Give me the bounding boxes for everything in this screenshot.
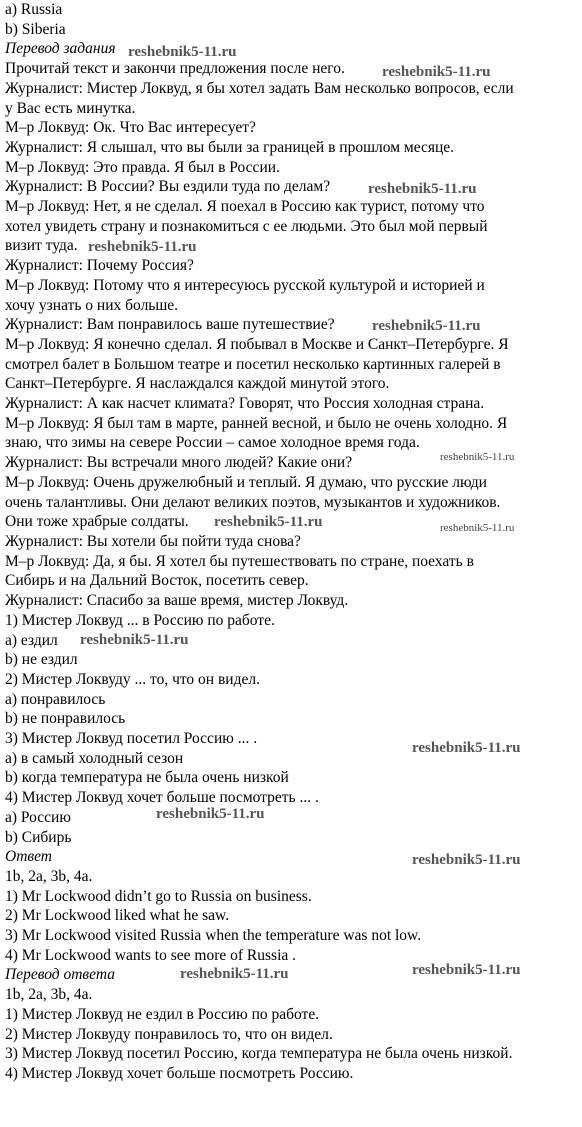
text-line: a) понравилось [5, 690, 106, 708]
text-line: Журналист: Вам понравилось ваше путешествие? [5, 316, 335, 334]
text-line: визит туда. [5, 237, 78, 255]
watermark-text: reshebnik5-11.ru [412, 740, 521, 756]
text-line: 1) Mr Lockwood didn’t go to Russia on business. [5, 887, 312, 905]
section-heading: Перевод ответа [5, 966, 115, 984]
text-line: 3) Мистер Локвуд посетил Россию ... . [5, 730, 258, 748]
text-line: a) ездил [5, 631, 58, 649]
section-heading: Перевод задания [5, 40, 116, 58]
watermark-text: reshebnik5-11.ru [372, 318, 481, 334]
text-line: 4) Мистер Локвуд хочет больше посмотреть Россию. [5, 1064, 354, 1082]
text-line: М–р Локвуд: Потому что я интересуюсь русской культурой и историей и [5, 276, 485, 294]
text-line: у Вас есть минутка. [5, 99, 136, 117]
document-body [5, 0, 579, 1084]
text-line: Журналист: В России? Вы ездили туда по делам? [5, 178, 331, 196]
text-line: a) в самый холодный сезон [5, 749, 184, 767]
text-line: хочу узнать о них больше. [5, 296, 179, 314]
text-line: 1) Мистер Локвуд не ездил в Россию по работе. [5, 1005, 320, 1023]
text-line: Журналист: Почему Россия? [5, 257, 194, 275]
text-line: Журналист: Вы встречали много людей? Какие они? [5, 454, 353, 472]
watermark-text: reshebnik5-11.ru [368, 181, 477, 197]
text-line: очень талантливы. Они делают великих поэтов, музыкантов и художников. [5, 493, 501, 511]
text-line: a) Россию [5, 808, 71, 826]
text-line: 4) Мистер Локвуд хочет больше посмотреть ... . [5, 789, 319, 807]
text-line: М–р Локвуд: Ок. Что Вас интересует? [5, 119, 256, 137]
text-line: b) когда температура не была очень низкой [5, 769, 289, 787]
text-line: М–р Локвуд: Да, я бы. Я хотел бы путешествовать по стране, поехать в [5, 552, 474, 570]
text-line: 1b, 2a, 3b, 4a. [5, 986, 93, 1004]
text-line: М–р Локвуд: Я конечно сделал. Я побывал в Москве и Санкт–Петербурге. Я [5, 335, 509, 353]
text-line: Журналист: Я слышал, что вы были за границей в прошлом месяце. [5, 138, 455, 156]
text-line: 4) Mr Lockwood wants to see more of Russia . [5, 946, 297, 964]
text-line: М–р Локвуд: Я был там в марте, ранней весной, и было не очень холодно. Я [5, 414, 508, 432]
watermark-text: reshebnik5-11.ru [156, 806, 265, 822]
text-line: знаю, что зимы на севере России – самое холодное время года. [5, 434, 420, 452]
text-line: 2) Mr Lockwood liked what he saw. [5, 907, 230, 925]
watermark-text: reshebnik5-11.ru [440, 451, 515, 463]
text-line: М–р Локвуд: Это правда. Я был в России. [5, 158, 280, 176]
watermark-text: reshebnik5-11.ru [180, 966, 289, 982]
text-line: b) Siberia [5, 20, 66, 38]
text-line: Журналист: Вы хотели бы пойти туда снова? [5, 532, 301, 550]
watermark-text: reshebnik5-11.ru [88, 239, 197, 255]
watermark-text: reshebnik5-11.ru [214, 514, 323, 530]
text-line: хотел увидеть страну и познакомиться с ее людьми. Это был мой первый [5, 217, 488, 235]
text-line: Журналист: А как насчет климата? Говорят, что Россия холодная страна. [5, 395, 485, 413]
text-line: М–р Локвуд: Очень дружелюбный и теплый. Я думаю, что русские люди [5, 473, 487, 491]
text-line: Сибирь и на Дальний Восток, посетить север. [5, 572, 309, 590]
text-line: 3) Мистер Локвуд посетил Россию, когда температура не была очень низкой. [5, 1045, 513, 1063]
watermark-text: reshebnik5-11.ru [382, 64, 491, 80]
watermark-text: reshebnik5-11.ru [80, 632, 189, 648]
watermark-text: reshebnik5-11.ru [412, 962, 521, 978]
text-line: Журналист: Мистер Локвуд, я бы хотел задать Вам несколько вопросов, если [5, 79, 514, 97]
text-line: b) не понравилось [5, 710, 126, 728]
text-line: b) не ездил [5, 651, 78, 669]
text-line: Прочитай текст и закончи предложения после него. [5, 60, 345, 78]
text-line: 1) Мистер Локвуд ... в Россию по работе. [5, 611, 275, 629]
text-line: b) Сибирь [5, 828, 72, 846]
text-line: Журналист: Спасибо за ваше время, мистер Локвуд. [5, 592, 349, 610]
watermark-text: reshebnik5-11.ru [412, 852, 521, 868]
text-line: 1b, 2a, 3b, 4a. [5, 867, 93, 885]
text-line: Они тоже храбрые солдаты. [5, 513, 189, 531]
text-line: 2) Мистер Локвуду ... то, что он видел. [5, 670, 260, 688]
text-line: М–р Локвуд: Нет, я не сделал. Я поехал в Россию как турист, потому что [5, 198, 485, 216]
section-heading: Ответ [5, 848, 52, 866]
text-line: Санкт–Петербурге. Я наслаждался каждой минутой этого. [5, 375, 390, 393]
watermark-text: reshebnik5-11.ru [440, 522, 515, 534]
text-line: смотрел балет в Большом театре и посетил несколько картинных галерей в [5, 355, 501, 373]
text-line: a) Russia [5, 1, 63, 18]
watermark-text: reshebnik5-11.ru [128, 44, 237, 60]
text-line: 3) Mr Lockwood visited Russia when the temperature was not low. [5, 927, 422, 945]
text-line: 2) Мистер Локвуду понравилось то, что он видел. [5, 1025, 333, 1043]
